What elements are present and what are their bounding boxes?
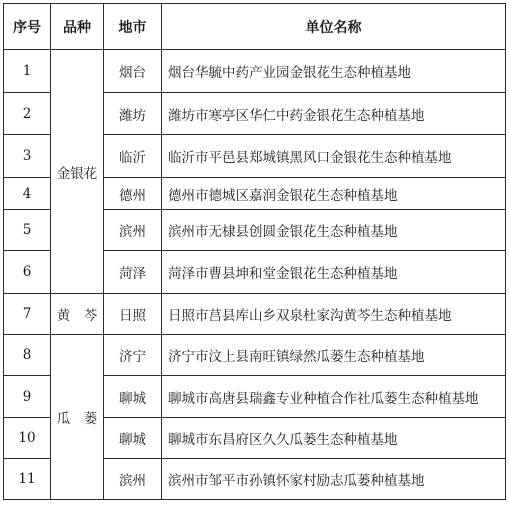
city-cell: 聊城 xyxy=(104,418,162,459)
serial-cell: 8 xyxy=(4,335,51,376)
city-cell: 临沂 xyxy=(104,135,162,178)
unit-name-cell: 菏泽市曹县坤和堂金银花生态种植基地 xyxy=(162,251,506,294)
unit-name-cell: 临沂市平邑县郑城镇黑风口金银花生态种植基地 xyxy=(162,135,506,178)
unit-name-cell: 烟台华毓中药产业园金银花生态种植基地 xyxy=(162,50,506,93)
serial-cell: 3 xyxy=(4,135,51,178)
variety-cell-trichosanthes xyxy=(51,335,104,500)
serial-cell: 11 xyxy=(4,459,51,500)
table-row xyxy=(4,335,506,376)
serial-cell: 7 xyxy=(4,294,51,335)
serial-cell: 4 xyxy=(4,178,51,210)
planting-base-table xyxy=(3,3,506,500)
city-cell: 烟台 xyxy=(104,50,162,93)
unit-name-cell: 德州市德城区嘉润金银花生态种植基地 xyxy=(162,178,506,210)
city-cell: 济宁 xyxy=(104,335,162,376)
header-serial: 序号 xyxy=(4,4,51,50)
variety-label: 金银花 xyxy=(56,165,98,182)
unit-name-cell: 日照市莒县库山乡双泉杜家沟黄芩生态种植基地 xyxy=(162,294,506,335)
city-cell: 滨州 xyxy=(104,210,162,251)
variety-cell-honeysuckle xyxy=(51,50,104,294)
serial-cell: 5 xyxy=(4,210,51,251)
city-cell: 聊城 xyxy=(104,376,162,418)
serial-cell: 2 xyxy=(4,93,51,135)
header-row xyxy=(4,4,506,50)
city-cell: 日照 xyxy=(104,294,162,335)
serial-cell: 1 xyxy=(4,50,51,93)
serial-cell: 9 xyxy=(4,376,51,418)
header-city: 地市 xyxy=(104,4,162,50)
serial-cell: 10 xyxy=(4,418,51,459)
table-row xyxy=(4,294,506,335)
city-cell: 德州 xyxy=(104,178,162,210)
header-unit-name: 单位名称 xyxy=(162,4,506,50)
variety-label: 瓜 蒌 xyxy=(56,411,98,427)
header-variety: 品种 xyxy=(51,4,104,50)
variety-label: 黄 芩 xyxy=(56,308,98,324)
city-cell: 滨州 xyxy=(104,459,162,500)
unit-name-cell: 滨州市邹平市孙镇怀家村励志瓜蒌种植基地 xyxy=(162,459,506,500)
unit-name-cell: 聊城市东昌府区久久瓜蒌生态种植基地 xyxy=(162,418,506,459)
unit-name-cell: 济宁市汶上县南旺镇绿然瓜蒌生态种植基地 xyxy=(162,335,506,376)
unit-name-cell: 聊城市高唐县瑞鑫专业种植合作社瓜蒌生态种植基地 xyxy=(162,376,506,418)
variety-cell-scutellaria xyxy=(51,294,104,335)
city-cell: 潍坊 xyxy=(104,93,162,135)
unit-name-cell: 滨州市无棣县创圆金银花生态种植基地 xyxy=(162,210,506,251)
table-row xyxy=(4,50,506,93)
unit-name-cell: 潍坊市寒亭区华仁中药金银花生态种植基地 xyxy=(162,93,506,135)
city-cell: 菏泽 xyxy=(104,251,162,294)
serial-cell: 6 xyxy=(4,251,51,294)
